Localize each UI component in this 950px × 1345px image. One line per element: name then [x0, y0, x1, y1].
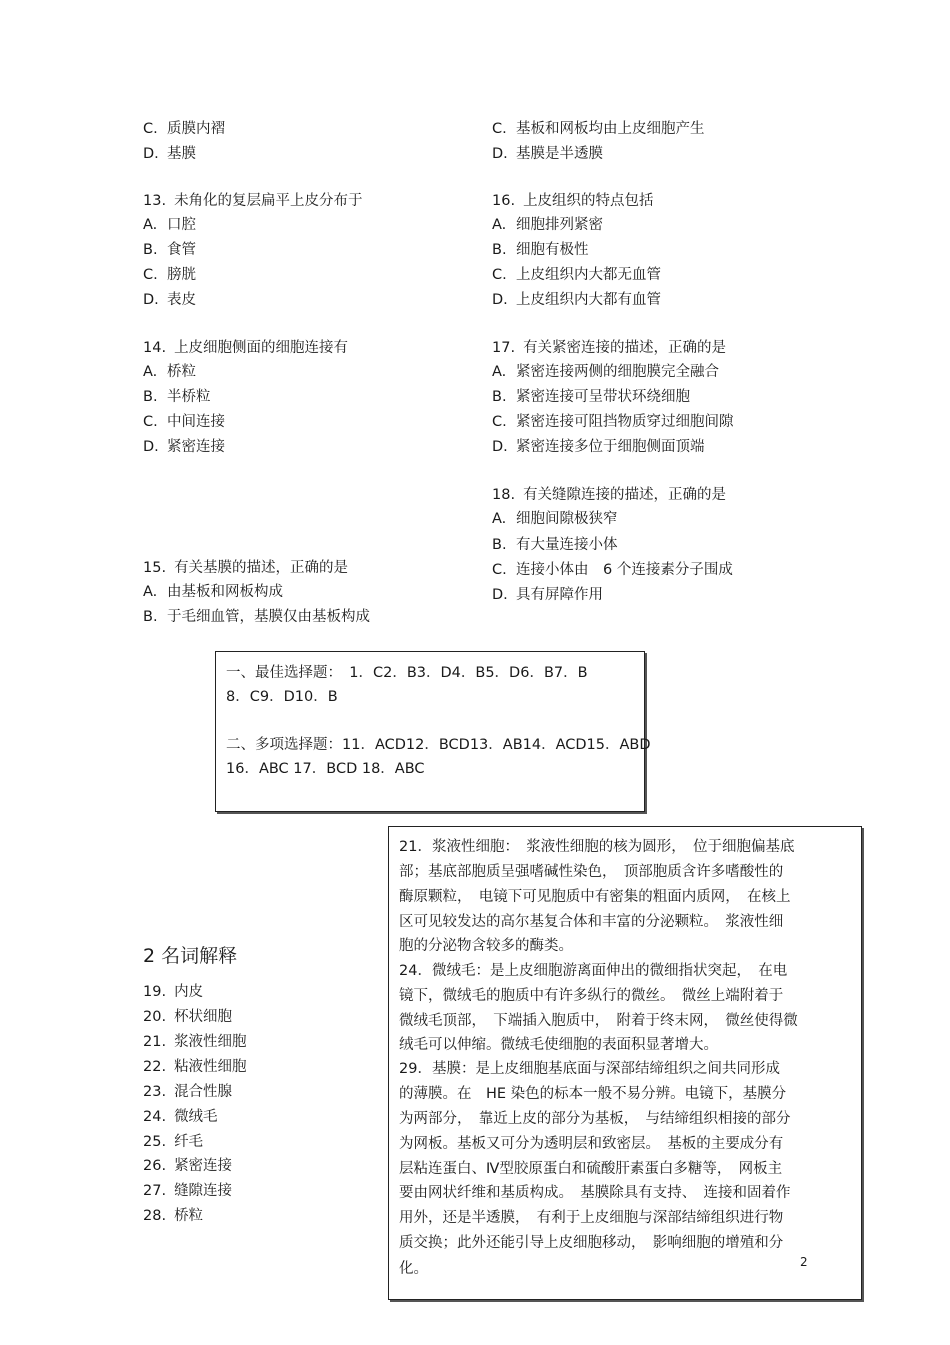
definition-line: 的薄膜。在 HE 染色的标本一般不易分辨。电镜下，基膜分: [399, 1086, 787, 1102]
option-a: A. 细胞排列紧密: [492, 217, 603, 233]
option-a: A. 细胞间隙极狭窄: [492, 511, 618, 527]
option-a: A. 由基板和网板构成: [143, 584, 283, 600]
option-a: A. 口腔: [143, 217, 196, 233]
list-item: 20. 杯状细胞: [143, 1009, 233, 1025]
definition-line: 化。: [399, 1261, 428, 1277]
option-c: C. 基板和网板均由上皮细胞产生: [492, 121, 705, 137]
list-item: 22. 粘液性细胞: [143, 1059, 247, 1075]
option-d: D. 基膜是半透膜: [492, 146, 603, 162]
section-title: 2 名词解释: [143, 945, 238, 967]
definition-line: 绒毛可以伸缩。微绒毛使细胞的表面积显著增大。: [399, 1037, 718, 1053]
list-item: 26. 紧密连接: [143, 1158, 233, 1174]
answer-line: 一、最佳选择题： 1．C2．B3．D4．B5．D6．B7．B: [226, 665, 588, 681]
list-item: 27. 缝隙连接: [143, 1183, 233, 1199]
option-b: B. 细胞有极性: [492, 242, 589, 258]
option-b: B. 有大量连接小体: [492, 537, 618, 553]
list-item: 25. 纤毛: [143, 1134, 204, 1150]
definition-line: 部；基底部胞质呈强嗜碱性染色， 顶部胞质含许多嗜酸性的: [399, 864, 784, 880]
definition-line: 要由网状纤维和基质构成。 基膜除具有支持、 连接和固着作: [399, 1185, 791, 1201]
option-d: D. 紧密连接多位于细胞侧面顶端: [492, 439, 705, 455]
option-b: B. 食管: [143, 242, 196, 258]
definition-line: 胞的分泌物含较多的酶类。: [399, 938, 573, 954]
list-item: 28. 桥粒: [143, 1208, 204, 1224]
option-b: B. 半桥粒: [143, 389, 211, 405]
question-stem: 18. 有关缝隙连接的描述，正确的是: [492, 487, 727, 503]
list-item: 19. 内皮: [143, 984, 204, 1000]
option-a: A. 紧密连接两侧的细胞膜完全融合: [492, 364, 719, 380]
question-stem: 13. 未角化的复层扁平上皮分布于: [143, 193, 363, 209]
option-c: C. 中间连接: [143, 414, 225, 430]
definition-line: 为网板。基板又可分为透明层和致密层。 基板的主要成分有: [399, 1136, 784, 1152]
list-item: 23. 混合性腺: [143, 1084, 233, 1100]
definition-line: 21．浆液性细胞： 浆液性细胞的核为圆形， 位于细胞偏基底: [399, 839, 795, 855]
option-c: C. 上皮组织内大都无血管: [492, 267, 661, 283]
option-d: D. 基膜: [143, 146, 196, 162]
definitions-box: [388, 826, 862, 1300]
answer-line: 二、多项选择题：11．ACD12．BCD13．AB14．ACD15．ABD: [226, 737, 651, 753]
option-c: C. 质膜内褶: [143, 121, 225, 137]
definition-line: 镜下，微绒毛的胞质中有许多纵行的微丝。 微丝上端附着于: [399, 988, 784, 1004]
question-stem: 15. 有关基膜的描述，正确的是: [143, 560, 349, 576]
answer-key-box: [215, 651, 651, 812]
option-b: B. 于毛细血管，基膜仅由基板构成: [143, 609, 370, 625]
option-d: D. 具有屏障作用: [492, 587, 603, 603]
definition-line: 酶原颗粒， 电镜下可见胞质中有密集的粗面内质网， 在核上: [399, 889, 791, 905]
definition-line: 用外，还是半透膜， 有利于上皮细胞与深部结缔组织进行物: [399, 1210, 784, 1226]
option-c: C. 连接小体由 6 个连接素分子围成: [492, 562, 733, 578]
option-d: D. 上皮组织内大都有血管: [492, 292, 661, 308]
option-d: D. 紧密连接: [143, 439, 225, 455]
question-stem: 16. 上皮组织的特点包括: [492, 193, 654, 209]
page-number: 2: [800, 1255, 808, 1269]
option-c: C. 膀胱: [143, 267, 196, 283]
definition-line: 质交换；此外还能引导上皮细胞移动， 影响细胞的增殖和分: [399, 1235, 784, 1251]
answer-line: 16．ABC 17．BCD 18．ABC: [226, 761, 425, 777]
question-stem: 17. 有关紧密连接的描述，正确的是: [492, 340, 727, 356]
question-stem: 14. 上皮细胞侧面的细胞连接有: [143, 340, 349, 356]
list-item: 21. 浆液性细胞: [143, 1034, 247, 1050]
definition-line: 为两部分， 靠近上皮的部分为基板， 与结缔组织相接的部分: [399, 1111, 791, 1127]
answer-line: 8．C9．D10．B: [226, 689, 338, 705]
definition-line: 24．微绒毛：是上皮细胞游离面伸出的微细指状突起， 在电: [399, 963, 788, 979]
option-b: B. 紧密连接可呈带状环绕细胞: [492, 389, 690, 405]
list-item: 24. 微绒毛: [143, 1109, 218, 1125]
option-a: A. 桥粒: [143, 364, 196, 380]
definition-line: 微绒毛顶部， 下端插入胞质中， 附着于终末网， 微丝使得微: [399, 1013, 798, 1029]
option-d: D. 表皮: [143, 292, 196, 308]
option-c: C. 紧密连接可阻挡物质穿过细胞间隙: [492, 414, 734, 430]
definition-line: 29．基膜：是上皮细胞基底面与深部结缔组织之间共同形成: [399, 1061, 780, 1077]
definition-line: 层粘连蛋白、Ⅳ型胶原蛋白和硫酸肝素蛋白多糖等， 网板主: [399, 1161, 783, 1177]
definition-line: 区可见较发达的高尔基复合体和丰富的分泌颗粒。 浆液性细: [399, 914, 784, 930]
